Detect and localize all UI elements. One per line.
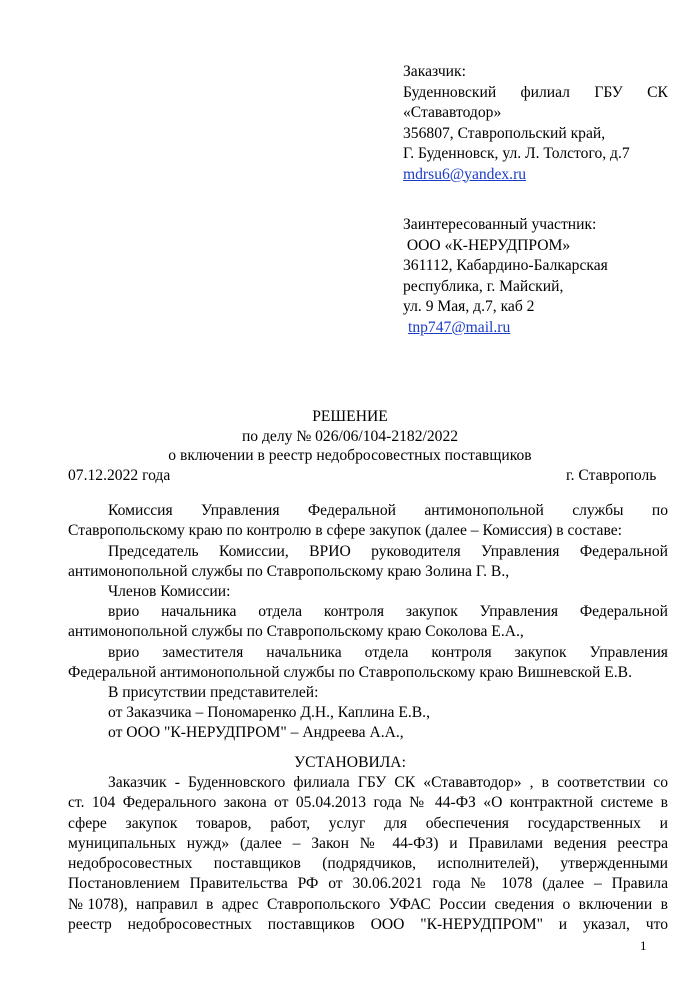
participant-address-line3: ул. 9 Мая, д.7, каб 2 — [403, 298, 535, 315]
participant-address-line2: республика, г. Майский, — [403, 277, 564, 295]
participant-email-link[interactable]: tnp747@mail.ru — [408, 318, 511, 336]
member1-line1: врио начальника отдела контроля закупок Управления Федеральной — [108, 603, 668, 620]
customer-address-line1: 356807, Ставропольский край, — [403, 124, 606, 142]
members-heading: Членов Комиссии: — [108, 583, 231, 600]
participant-heading: Заинтересованный участник: — [403, 216, 597, 233]
established-line4: муниципальных нужд» (далее – Закон № 44-ФЗ) и Правилами ведения реестра — [68, 835, 668, 852]
representatives-customer: от Заказчика – Пономаренко Д.Н., Каплина Е.В., — [108, 704, 430, 721]
commission-paragraph-line2: Ставропольскому краю по контролю в сфере закупок (далее – Комиссия) в составе: — [68, 522, 623, 539]
customer-email-link[interactable]: mdrsu6@yandex.ru — [403, 165, 527, 183]
decision-date: 07.12.2022 года — [68, 467, 171, 484]
customer-org-line1: Буденновский филиал ГБУ СК — [403, 83, 668, 101]
representatives-participant: от ООО "К-НЕРУДПРОМ" – Андреева А.А., — [108, 724, 404, 741]
participant-block — [403, 215, 668, 338]
established-line7: №1078), направил в адрес Ставропольского УФАС России сведения о включении в — [68, 896, 668, 913]
decision-subject: о включении в реестр недобросовестных поставщиков — [168, 447, 532, 464]
customer-address-line2: Г. Буденновск, ул. Л. Толстого, д.7 — [403, 145, 630, 162]
member2-line1: врио заместителя начальника отдела контроля закупок Управления — [108, 644, 668, 661]
representatives-heading: В присутствии представителей: — [108, 684, 319, 701]
page-number: 1 — [640, 938, 647, 953]
established-line6: Постановлением Правительства РФ от 30.06.2021 года № 1078 (далее – Правила — [68, 875, 668, 892]
established-heading: УСТАНОВИЛА: — [294, 754, 406, 771]
decision-city: г. Ставрополь — [566, 467, 657, 484]
customer-org-line2: «Стававтодор» — [403, 104, 502, 121]
decision-title: РЕШЕНИЕ — [312, 408, 388, 425]
chairman-line2: антимонопольной службы по Ставропольскому краю Золина Г. В., — [68, 563, 510, 580]
established-line5: недобросовестных поставщиков (подрядчиков, исполнителей), утвержденными — [68, 855, 668, 872]
chairman-line1: Председатель Комиссии, ВРИО руководителя Управления Федеральной — [108, 543, 668, 560]
commission-paragraph-line1: Комиссия Управления Федеральной антимонопольной службы по — [108, 502, 668, 519]
member2-line2: Федеральной антимонопольной службы по Ставропольскому краю Вишневской Е.В. — [68, 664, 632, 681]
participant-address-line1: 361112, Кабардино-Балкарская — [403, 257, 608, 274]
participant-org: ООО «К-НЕРУДПРОМ» — [403, 236, 571, 254]
established-line1: Заказчик - Буденновского филиала ГБУ СК «Стававтодор» , в соответствии со — [108, 774, 668, 791]
customer-block — [403, 62, 668, 185]
established-line2: ст. 104 Федерального закона от 05.04.2013 года № 44-ФЗ «О контрактной системе в — [68, 794, 668, 811]
customer-heading: Заказчик: — [403, 63, 466, 80]
member1-line2: антимонопольной службы по Ставропольскому краю Соколова Е.А., — [68, 623, 524, 640]
established-line3: сфере закупок товаров, работ, услуг для обеспечения государственных и — [68, 815, 668, 832]
established-line8: реестр недобросовестных поставщиков ООО "К-НЕРУДПРОМ" и указал, что — [68, 916, 668, 933]
case-number: по делу № 026/06/104-2182/2022 — [241, 428, 459, 445]
